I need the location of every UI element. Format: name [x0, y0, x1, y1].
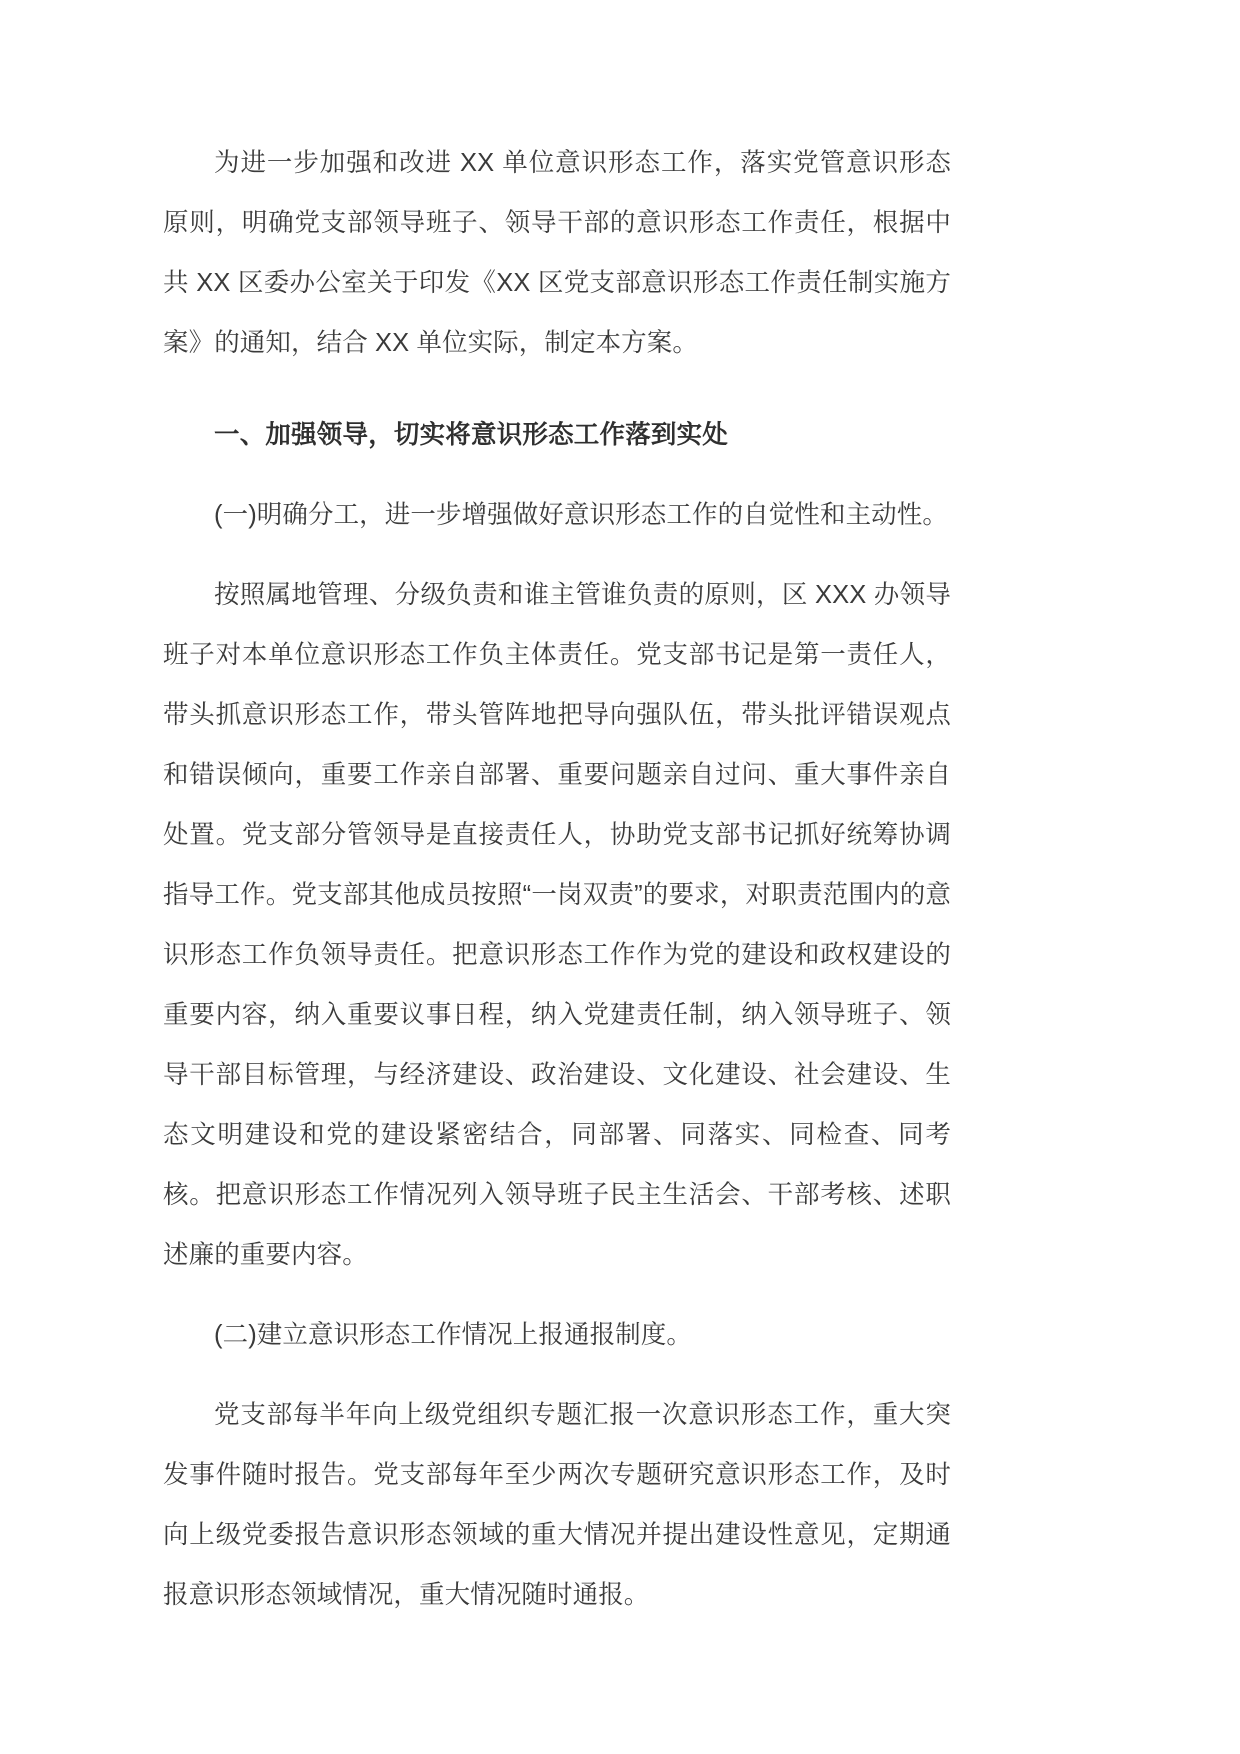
section-heading-1: 一、加强领导，切实将意识形态工作落到实处 — [214, 421, 729, 449]
subsection-heading-1-2: (二)建立意识形态工作情况上报通报制度。 — [214, 1321, 692, 1349]
spacer-before-heading — [163, 373, 951, 405]
opening-paragraph: 为进一步加强和改进 XX 单位意识形态工作，落实党管意识形态原则，明确党支部领导班子、领导干部的意识形态工作责任，根据中共 XX 区委办公室关于印发《XX 区党支部意识形态工作责任制实施方案》的通知，结合 XX 单位实际，制定本方案。 — [163, 149, 951, 357]
subsection-heading-1-1: (一)明确分工，进一步增强做好意识形态工作的自觉性和主动性。 — [214, 501, 948, 529]
spacer-before-subsection-1-2 — [163, 1285, 951, 1305]
spacer-after-heading — [163, 465, 951, 485]
document-content — [163, 133, 951, 1625]
body-paragraph-2: 党支部每半年向上级党组织专题汇报一次意识形态工作，重大突发事件随时报告。党支部每年至少两次专题研究意识形态工作，及时向上级党委报告意识形态领域的重大情况并提出建设性意见，定期通报意识形态领域情况，重大情况随时通报。 — [163, 1401, 951, 1609]
spacer-before-body-2 — [163, 1365, 951, 1385]
body-paragraph-1: 按照属地管理、分级负责和谁主管谁负责的原则，区 XXX 办领导班子对本单位意识形态工作负主体责任。党支部书记是第一责任人，带头抓意识形态工作，带头管阵地把导向强队伍，带头批评错误观点和错误倾向，重要工作亲自部署、重要问题亲自过问、重大事件亲自处置。党支部分管领导是直接责任人，协助党支部书记抓好统筹协调指导工作。党支部其他成员按照“一岗双责”的要求，对职责范围内的意识形态工作负领导责任。把意识形态工作作为党的建设和政权建设的重要内容，纳入重要议事日程，纳入党建责任制，纳入领导班子、领导干部目标管理，与经济建设、政治建设、文化建设、社会建设、生态文明建设和党的建设紧密结合，同部署、同落实、同检查、同考核。把意识形态工作情况列入领导班子民主生活会、干部考核、述职述廉的重要内容。 — [163, 581, 951, 1269]
spacer-before-body-1 — [163, 545, 951, 565]
